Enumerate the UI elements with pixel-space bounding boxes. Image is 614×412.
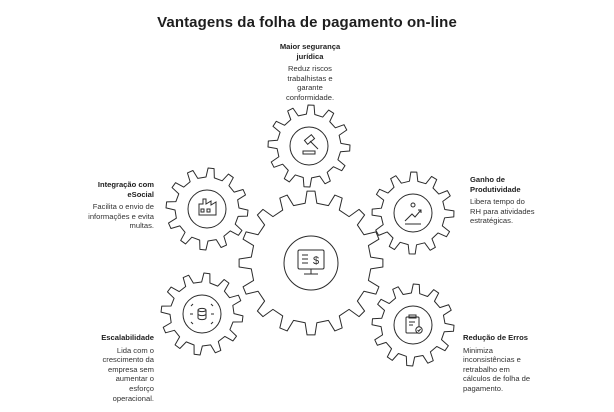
label-heading: Integração com eSocial [97,180,154,199]
label-description: Libera tempo do RH para atividades estratégicas. [470,197,535,226]
label-heading: Ganho de Produtividade [470,175,521,194]
label-integracao [86,180,154,231]
label-description: Reduz riscos trabalhistas e garante conformidade. [285,64,335,102]
label-heading: Escalabilidade [101,333,154,342]
gear-seguranca [268,105,350,187]
label-seguranca [268,42,352,103]
label-description: Facilita o envio de informações e evita multas. [88,202,154,231]
gear-escalabilidade [161,273,243,355]
label-produtividade [470,175,536,226]
label-description: Minimiza inconsistências e retrabalho em cálculos de folha de pagamento. [463,345,531,393]
label-erros [463,333,537,394]
label-description: Lida com o crescimento da empresa sem aumentar o esforço operacional. [102,345,154,403]
gear-produtividade [372,172,454,254]
label-escalabilidade [92,333,154,403]
svg-text:$: $ [312,255,320,267]
gear-center [239,191,383,335]
label-heading: Maior segurança jurídica [279,42,341,61]
page-title: Vantagens da folha de pagamento on-line [157,14,457,31]
label-heading: Redução de Erros [463,333,528,342]
